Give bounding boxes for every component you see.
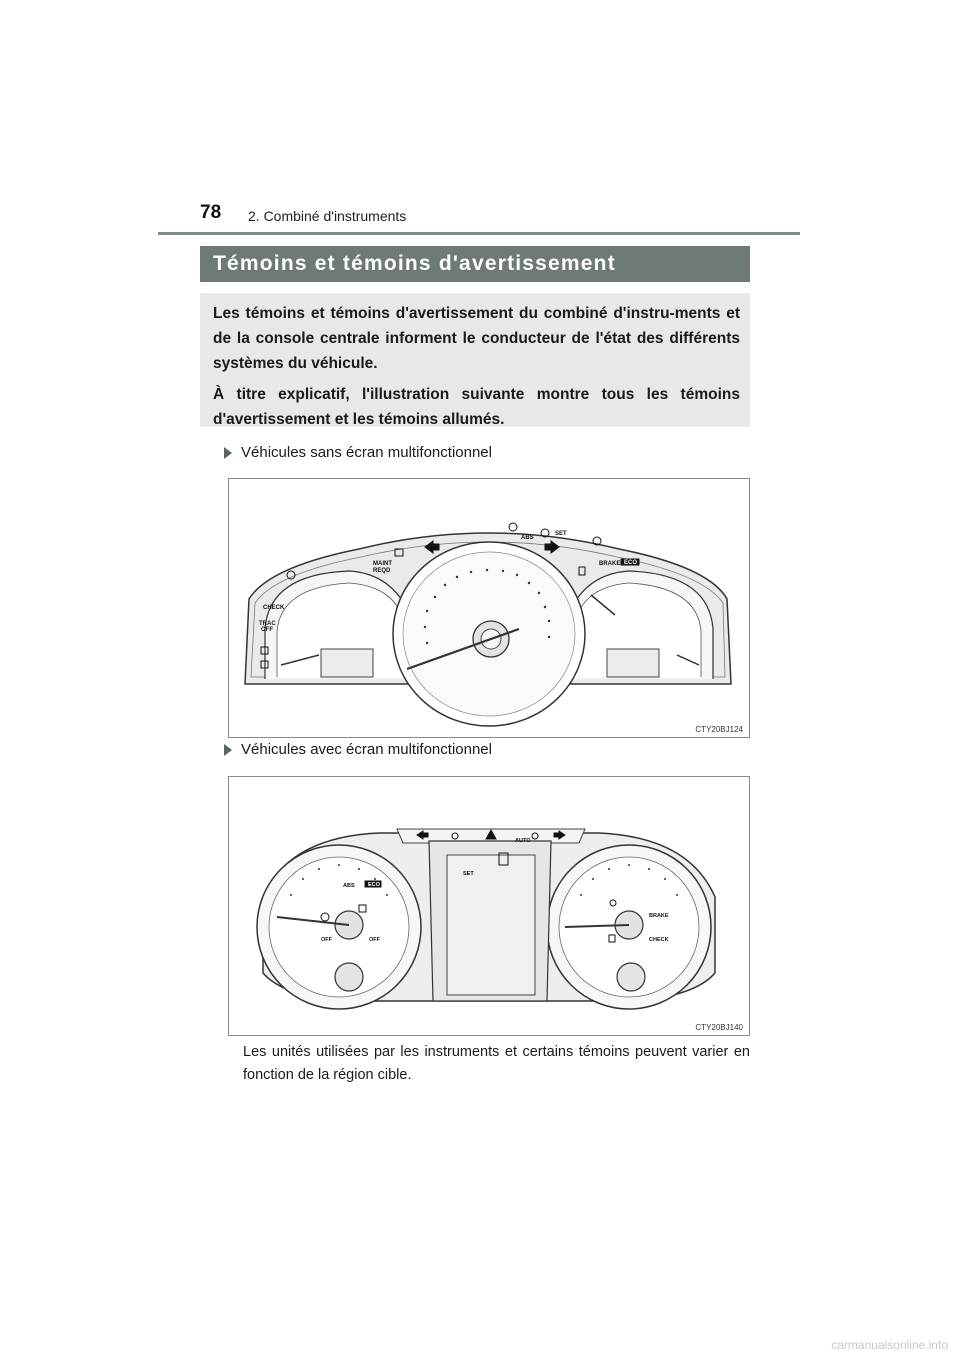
watermark: carmanualsonline.info (831, 1338, 948, 1352)
label-brake: BRAKE (599, 561, 621, 567)
label-eco: ECO (368, 882, 380, 888)
label-set: SET (555, 531, 567, 537)
bullet-triangle-icon (224, 447, 232, 459)
label-off-left: OFF (321, 937, 332, 943)
cluster-illustration-2 (229, 777, 749, 1035)
figure-code: CTY20BJ124 (695, 725, 743, 734)
label-trac-off: OFF (261, 627, 273, 633)
intro-paragraph-2: À titre explicatif, l'illustration suivante montre tous les témoins d'avertissement et les témoins allumés. (213, 386, 740, 428)
section-title: Témoins et témoins d'avertissement (213, 252, 616, 275)
figure-caption-2 (224, 741, 492, 758)
label-off-right: OFF (369, 937, 380, 943)
figure-caption-text: Véhicules sans écran multifonctionnel (241, 444, 492, 461)
chapter-title: 2. Combiné d'instruments (248, 208, 407, 224)
label-auto: AUTO (515, 838, 531, 844)
label-check: CHECK (649, 937, 669, 943)
label-abs: ABS (343, 883, 355, 889)
label-check: CHECK (263, 605, 285, 611)
label-set: SET (463, 871, 474, 877)
cluster-illustration-1 (229, 479, 749, 737)
label-abs: ABS (521, 535, 534, 541)
figure-cluster-without-display (228, 478, 750, 738)
bullet-triangle-icon (224, 744, 232, 756)
figure-code: CTY20BJ140 (695, 1023, 743, 1032)
figure-cluster-with-display (228, 776, 750, 1036)
label-eco: ECO (624, 560, 638, 566)
label-maint: MAINT (373, 561, 392, 567)
figure-caption-text: Véhicules avec écran multifonctionnel (241, 741, 492, 758)
header-rule (158, 232, 800, 235)
figure-caption-1 (224, 444, 492, 461)
intro-paragraph-1: Les témoins et témoins d'avertissement du combiné d'instru-ments et de la console centrale informent le conducteur de l'état des différents systèmes du véhicule. (213, 305, 740, 372)
intro-box (200, 293, 750, 427)
label-trac: TRAC (259, 621, 276, 627)
label-brake: BRAKE (649, 913, 669, 919)
units-note: Les unités utilisées par les instruments et certains témoins peuvent varier en fonction de la région cible. (243, 1044, 750, 1083)
page-number: 78 (200, 202, 222, 223)
section-title-bar (200, 246, 750, 282)
label-reqd: REQD (373, 568, 391, 574)
